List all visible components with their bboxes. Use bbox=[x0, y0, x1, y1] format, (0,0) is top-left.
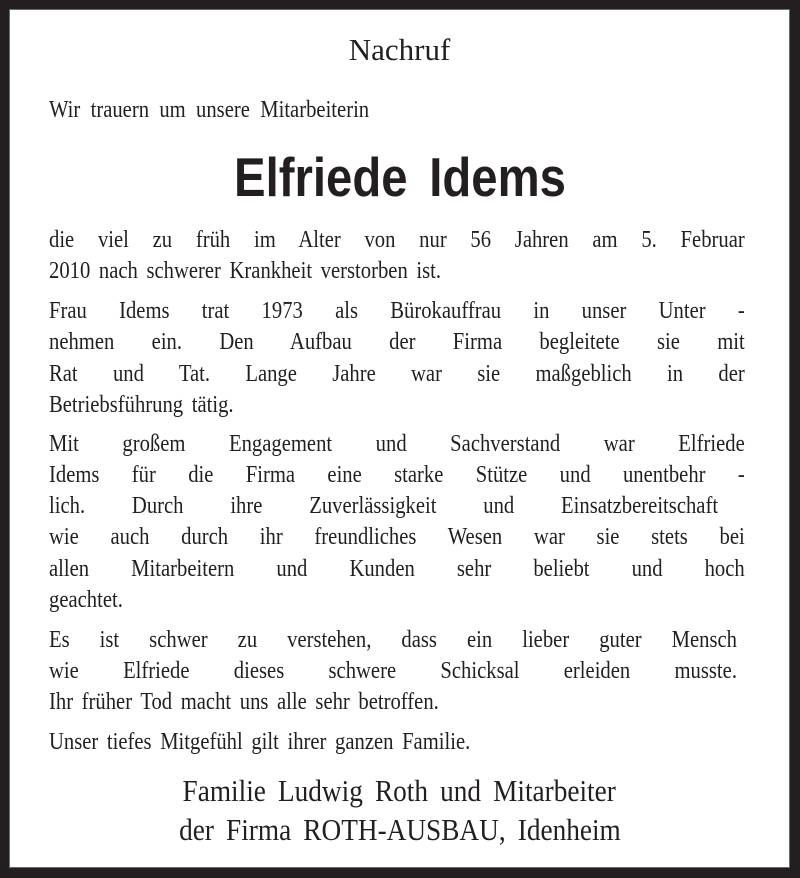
deceased-name bbox=[9, 147, 790, 207]
paragraph-2-line-2: nehmen ein. Den Aufbau der Firma begleitete sie mit bbox=[49, 329, 745, 355]
paragraph-4-line-1: Es ist schwer zu verstehen, dass ein lieber guter Mensch bbox=[49, 627, 737, 653]
paragraph-2-line-1: Frau Idems trat 1973 als Bürokauffrau in unser Unter - bbox=[49, 298, 745, 324]
paragraph-1-line-1: die viel zu früh im Alter von nur 56 Jahren am 5. Februar bbox=[49, 227, 745, 253]
paragraph-3-line-4: wie auch durch ihr freundliches Wesen war sie stets bei bbox=[49, 524, 745, 550]
intro-line: Wir trauern um unsere Mitarbeiterin bbox=[49, 97, 370, 123]
signature-line-1-text: Familie Ludwig Roth und Mitarbeiter bbox=[182, 773, 617, 808]
paragraph-3-line-2: Idems für die Firma eine starke Stütze und unentbehr - bbox=[49, 462, 745, 488]
signature-line-2 bbox=[9, 813, 790, 847]
obituary-notice bbox=[9, 9, 790, 868]
signature-line-2-text: der Firma ROTH-AUSBAU, Idenheim bbox=[178, 812, 621, 847]
paragraph-4-line-3: Ihr früher Tod macht uns alle sehr betroffen. bbox=[49, 689, 439, 715]
paragraph-3-line-1: Mit großem Engagement und Sachverstand war Elfriede bbox=[49, 431, 745, 457]
signature-line-1 bbox=[9, 774, 790, 808]
paragraph-2-line-3: Rat und Tat. Lange Jahre war sie maßgeblich in der bbox=[49, 361, 745, 387]
paragraph-2-line-4: Betriebsführung tätig. bbox=[49, 392, 234, 418]
paragraph-3-line-3: lich. Durch ihre Zuverlässigkeit und Einsatzbereitschaft bbox=[49, 493, 719, 519]
paragraph-3-line-6: geachtet. bbox=[49, 587, 123, 613]
paragraph-5-line-1: Unser tiefes Mitgefühl gilt ihrer ganzen Familie. bbox=[49, 729, 471, 755]
paragraph-1-line-2: 2010 nach schwerer Krankheit verstorben ist. bbox=[49, 258, 442, 284]
paragraph-4-line-2: wie Elfriede dieses schwere Schicksal erleiden musste. bbox=[49, 658, 737, 684]
paragraph-3-line-5: allen Mitarbeitern und Kunden sehr beliebt und hoch bbox=[49, 556, 745, 582]
deceased-name-text: Elfriede Idems bbox=[233, 146, 566, 208]
heading: Nachruf bbox=[348, 32, 451, 67]
